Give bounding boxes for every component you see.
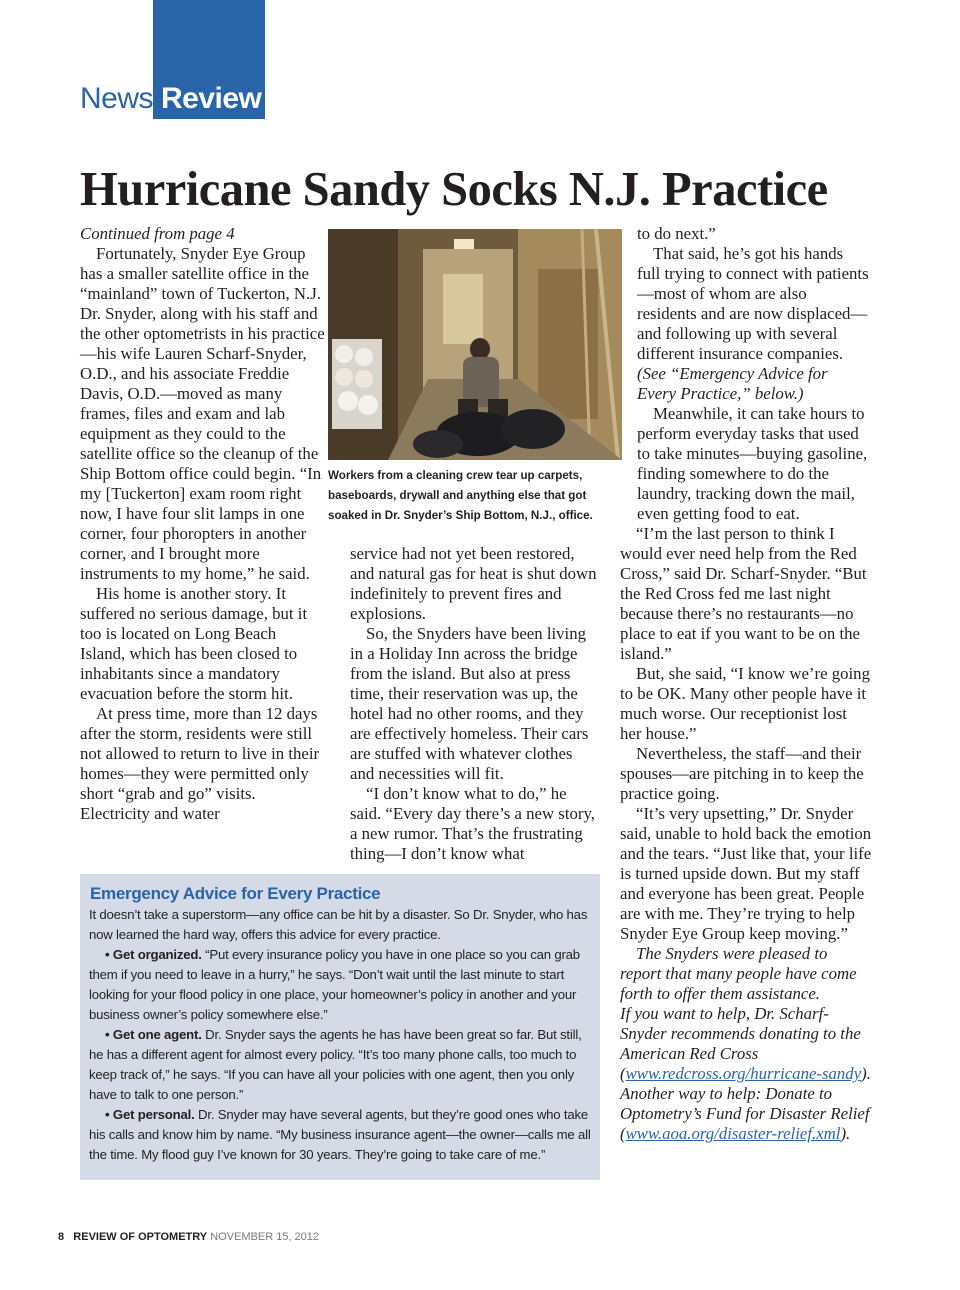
sidebar-intro: It doesn’t take a superstorm—any office can be hit by a disaster. So Dr. Snyder, who has now learned the hard way, offers this advice for every practice. <box>89 907 588 942</box>
section-label-review: Review <box>161 82 262 115</box>
advice-item <box>89 1105 592 1165</box>
continued-note: Continued from page 4 <box>80 224 235 243</box>
paragraph: So, the Snyders have been living in a Holiday Inn across the bridge from the island. But also at press time, their reservation was up, the hotel had no other rooms, and they are effectively homeless. Their cars are stuffed with whatever clothes and necessities will fit. <box>350 624 589 783</box>
page-title: Hurricane Sandy Socks N.J. Practice <box>80 163 828 216</box>
advice-lead: • Get one agent. <box>105 1027 202 1042</box>
advice-text: Dr. Snyder may have several agents, but they’re good ones who take his calls and know him by name. “My business insurance agent—the owner—calls me all the time. My flood guy I’ve known for 30 years. They’re going to take care of me.” <box>89 1107 591 1162</box>
editor-note <box>620 1004 872 1084</box>
note-text: ). <box>840 1124 851 1143</box>
advice-lead: • Get personal. <box>105 1107 195 1122</box>
paragraph: Meanwhile, it can take hours to perform everyday tasks that used to take minutes—buying gasoline, finding somewhere to do the laundry, tracking down the mail, even getting food to eat. <box>637 404 868 523</box>
photo-caption: Workers from a cleaning crew tear up carpets, baseboards, drywall and anything else that got soaked in Dr. Snyder’s Ship Bottom, N.J., office. <box>328 469 593 522</box>
paragraph: At press time, more than 12 days after the storm, residents were still not allowed to return to live in their homes—they were permitted only short “grab and go” visits. Electricity and water <box>80 704 320 823</box>
paragraph: to do next.” <box>637 224 716 243</box>
section-label-news: News <box>80 82 154 115</box>
sidebar-body <box>89 905 592 1165</box>
advice-lead: • Get organized. <box>105 947 202 962</box>
paragraph: But, she said, “I know we’re going to be OK. Many other people have it much worse. Our receptionist lost her house.” <box>620 664 870 743</box>
page-footer <box>58 1230 319 1244</box>
note-text: ). <box>861 1064 871 1083</box>
sidebar-reference: (See “Emergency Advice for Every Practice,” below.) <box>637 364 828 403</box>
red-cross-link[interactable]: www.redcross.org/hurricane-sandy <box>625 1064 862 1083</box>
advice-text: “Put every insurance policy you have in one place so you can grab them if you need to leave in a hurry,” he says. “Don’t wait until the last minute to start looking for your flood policy in one place, your homeowner’s policy in another and your business owner’s policy somewhere else.” <box>89 947 580 1022</box>
issue-date: NOVEMBER 15, 2012 <box>210 1231 320 1243</box>
article-column-3 <box>637 224 869 524</box>
sidebar-title: Emergency Advice for Every Practice <box>90 884 381 903</box>
magazine-name: REVIEW OF OPTOMETRY <box>73 1231 208 1243</box>
note-text: If you want to help, Dr. Scharf-Snyder recommends donating to the American Red Cross ( <box>620 1004 861 1083</box>
paragraph-text: That said, he’s got his hands full trying to connect with patients—most of whom are also residents and are now displaced—and following up with several different insurance companies. <box>637 244 869 363</box>
editor-note <box>620 1084 872 1144</box>
paragraph: Nevertheless, the staff—and their spouses—are pitching in to keep the practice going. <box>620 744 864 803</box>
note-text: Another way to help: Donate to Optometry’s Fund for Disaster Relief ( <box>620 1084 870 1143</box>
paragraph: service had not yet been restored, and natural gas for heat is shut down indefinitely to prevent fires and explosions. <box>350 544 597 623</box>
advice-item <box>89 1025 592 1105</box>
paragraph: “It’s very upsetting,” Dr. Snyder said, unable to hold back the emotion and the tears. “Just like that, your life is turned upside down. But my staff and everyone has been great. People are with me. They’re trying to help Snyder Eye Group keep moving.” <box>620 804 872 943</box>
paragraph <box>637 244 869 404</box>
article-column-2 <box>350 544 600 864</box>
advice-text: Dr. Snyder says the agents he has have been great so far. But still, he has a different agent for almost every policy. “It’s too many phone calls, too much to keep track of,” he says. “If you can have all your policies with one agent, then you only have to talk to one person.” <box>89 1027 582 1102</box>
paragraph: Fortunately, Snyder Eye Group has a smaller satellite office in the “mainland” town of Tuckerton, N.J. Dr. Snyder, along with his staff and the other optometrists in his practice—his wife Lauren Scharf-Snyder, O.D., and his associate Freddie Davis, O.D.—moved as many frames, files and exam and lab equipment as they could to the satellite office so the cleanup of the Ship Bottom office could begin. “In my [Tuckerton] exam room right now, I have four slit lamps in one corner, four phoropters in another corner, and I brought more instruments to my home,” he said. <box>80 244 325 583</box>
editor-note: The Snyders were pleased to report that many people have come forth to offer them assistance. <box>620 944 857 1003</box>
article-column-3-continued <box>620 524 872 1144</box>
cleanup-photo <box>328 229 622 460</box>
paragraph: “I don’t know what to do,” he said. “Every day there’s a new story, a new rumor. That’s the frustrating thing—I don’t know what <box>350 784 595 863</box>
advice-item <box>89 945 592 1025</box>
page-number: 8 <box>58 1231 65 1243</box>
article-column-1 <box>80 224 325 824</box>
aoa-relief-link[interactable]: www.aoa.org/disaster-relief.xml <box>625 1124 841 1143</box>
paragraph: “I’m the last person to think I would ever need help from the Red Cross,” said Dr. Scharf-Snyder. “But the Red Cross fed me last night because there’s no restaurants—no place to eat if you want to be on the island.” <box>620 524 867 663</box>
paragraph: His home is another story. It suffered no serious damage, but it too is located on Long Beach Island, which has been closed to inhabitants since a mandatory evacuation before the storm hit. <box>80 584 308 703</box>
